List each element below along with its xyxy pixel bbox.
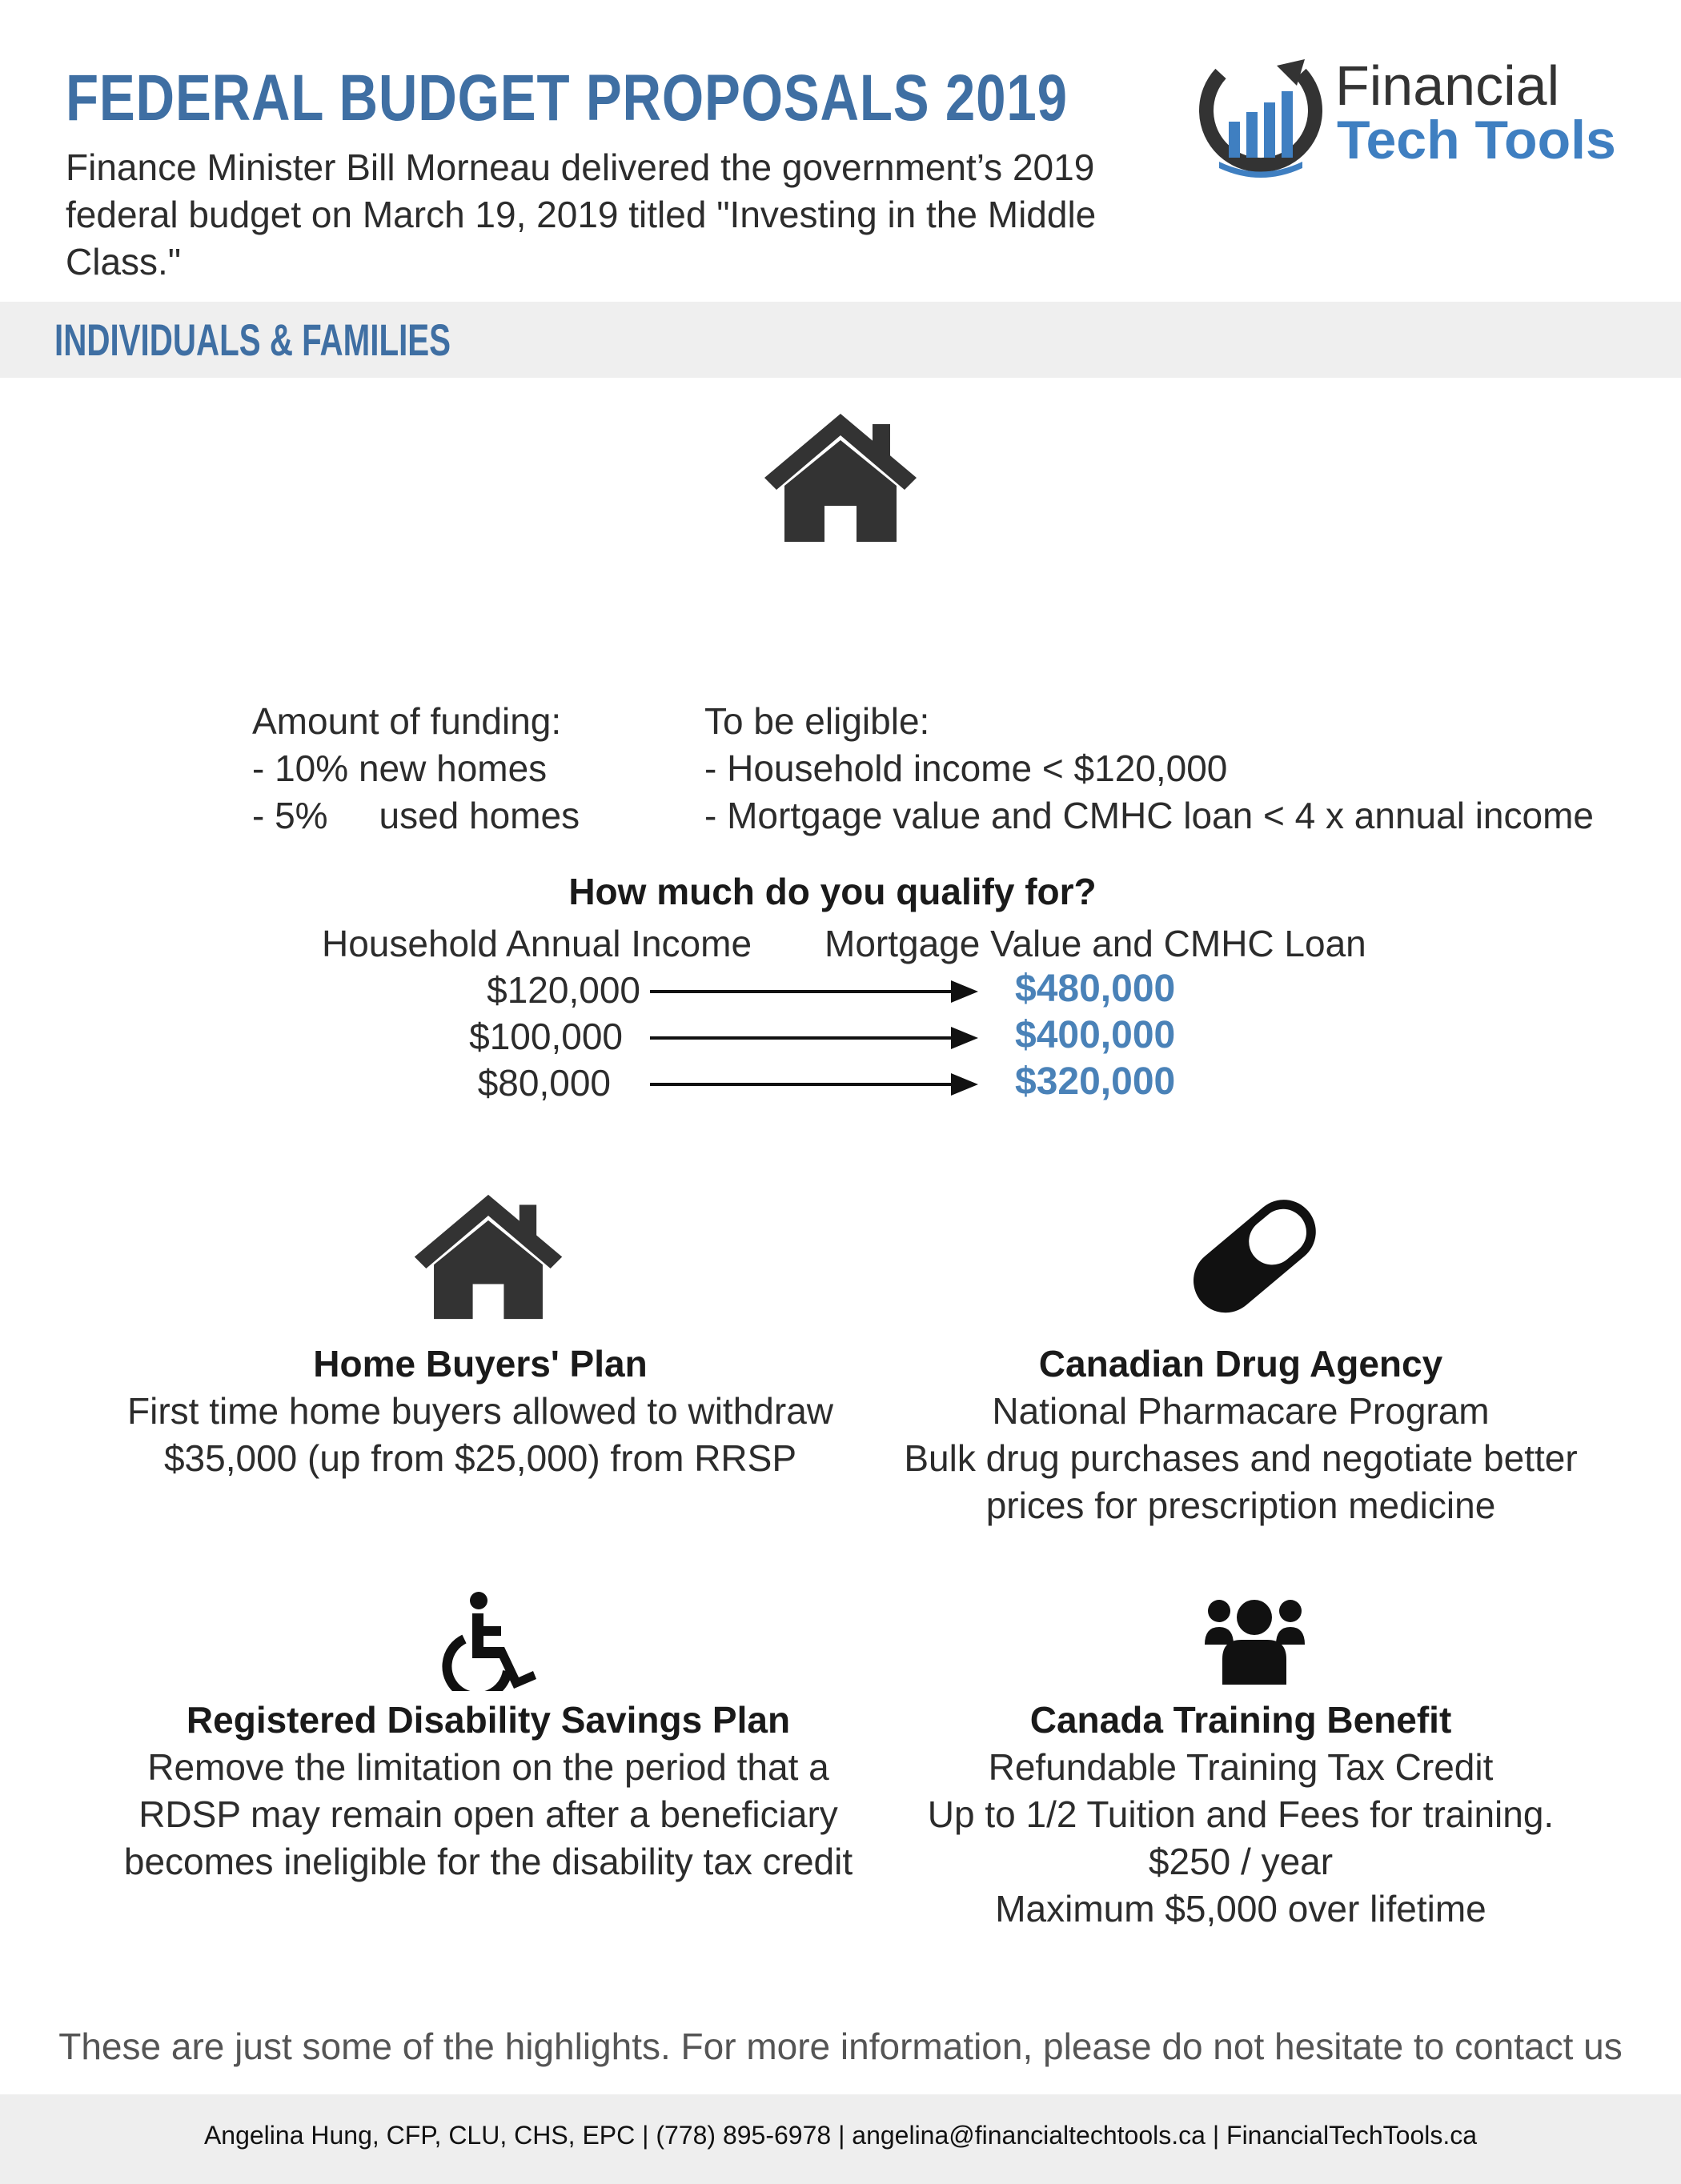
page-title: FEDERAL BUDGET PROPOSALS 2019 <box>66 62 1068 134</box>
income-value: $120,000 <box>487 969 640 1011</box>
intro-paragraph <box>66 144 1186 286</box>
arrow-line <box>650 990 954 993</box>
card-line: $250 / year <box>1148 1841 1334 1882</box>
card-line: $35,000 (up from $25,000) from RRSP <box>163 1437 797 1479</box>
house-icon <box>760 410 921 546</box>
intro-line: Finance Minister Bill Morneau delivered the government’s 2019 <box>66 146 1095 188</box>
canadian-drug-agency-card <box>840 1340 1641 1529</box>
mortgage-value: $480,000 <box>1015 968 1176 1010</box>
arrow-head <box>951 1027 978 1049</box>
card-line: Refundable Training Tax Credit <box>988 1746 1494 1788</box>
wheelchair-icon <box>440 1591 536 1691</box>
group-icon <box>1205 1597 1305 1685</box>
income-value: $80,000 <box>477 1062 611 1104</box>
card-title: Registered Disability Savings Plan <box>186 1699 791 1741</box>
pill-icon <box>1181 1188 1329 1324</box>
logo-text-financial: Financial <box>1335 54 1560 117</box>
funding-item: - 5% used homes <box>252 795 580 836</box>
mortgage-column-header: Mortgage Value and CMHC Loan <box>824 923 1366 964</box>
funding-item: - 10% new homes <box>252 747 548 789</box>
arrow-line <box>650 1036 954 1040</box>
intro-line: federal budget on March 19, 2019 titled "Investing in the Middle <box>66 194 1097 235</box>
income-column-header: Household Annual Income <box>322 923 752 964</box>
income-value: $100,000 <box>469 1016 623 1057</box>
rdsp-card <box>48 1697 929 1885</box>
logo-gauge-icon <box>1197 42 1325 178</box>
arrow-head <box>951 980 978 1003</box>
intro-line: Class." <box>66 241 182 283</box>
canada-training-benefit-card <box>840 1697 1641 1933</box>
card-title: Canada Training Benefit <box>1029 1699 1452 1741</box>
card-line: becomes ineligible for the disability tax credit <box>123 1841 853 1882</box>
card-title: Home Buyers' Plan <box>313 1343 648 1385</box>
mortgage-value: $400,000 <box>1015 1014 1176 1056</box>
card-line: First time home buyers allowed to withdraw <box>127 1390 833 1432</box>
card-line: Bulk drug purchases and negotiate better <box>904 1437 1578 1479</box>
funding-heading: Amount of funding: <box>252 700 562 742</box>
arrow-head <box>951 1073 978 1096</box>
footer-note: These are just some of the highlights. For more information, please do not hesitate to contact us <box>58 2026 1623 2067</box>
card-line: prices for prescription medicine <box>985 1485 1496 1526</box>
logo-text-tech-tools: Tech Tools <box>1337 110 1616 170</box>
card-line: Remove the limitation on the period that a <box>147 1746 829 1788</box>
funding-block <box>252 698 580 840</box>
card-line: Maximum $5,000 over lifetime <box>995 1888 1486 1930</box>
card-line: Up to 1/2 Tuition and Fees for training. <box>927 1793 1555 1835</box>
mortgage-value: $320,000 <box>1015 1060 1176 1103</box>
eligibility-item: - Mortgage value and CMHC loan < 4 x annual income <box>704 795 1594 836</box>
arrow-line <box>650 1083 954 1086</box>
eligibility-heading: To be eligible: <box>704 700 930 742</box>
eligibility-block <box>704 698 1594 840</box>
card-title: Canadian Drug Agency <box>1038 1343 1443 1385</box>
footer-contact: Angelina Hung, CFP, CLU, CHS, EPC | (778) 895-6978 | angelina@financialtechtools.ca | FinancialTechTools.ca <box>203 2121 1478 2150</box>
home-buyers-plan-card <box>80 1340 881 1482</box>
qualify-heading: How much do you qualify for? <box>568 871 1097 912</box>
eligibility-item: - Household income < $120,000 <box>704 747 1228 789</box>
card-line: National Pharmacare Program <box>992 1390 1490 1432</box>
card-line: RDSP may remain open after a beneficiary <box>138 1793 838 1835</box>
section-title: INDIVIDUALS & FAMILIES <box>54 315 451 365</box>
house-icon <box>408 1191 568 1323</box>
